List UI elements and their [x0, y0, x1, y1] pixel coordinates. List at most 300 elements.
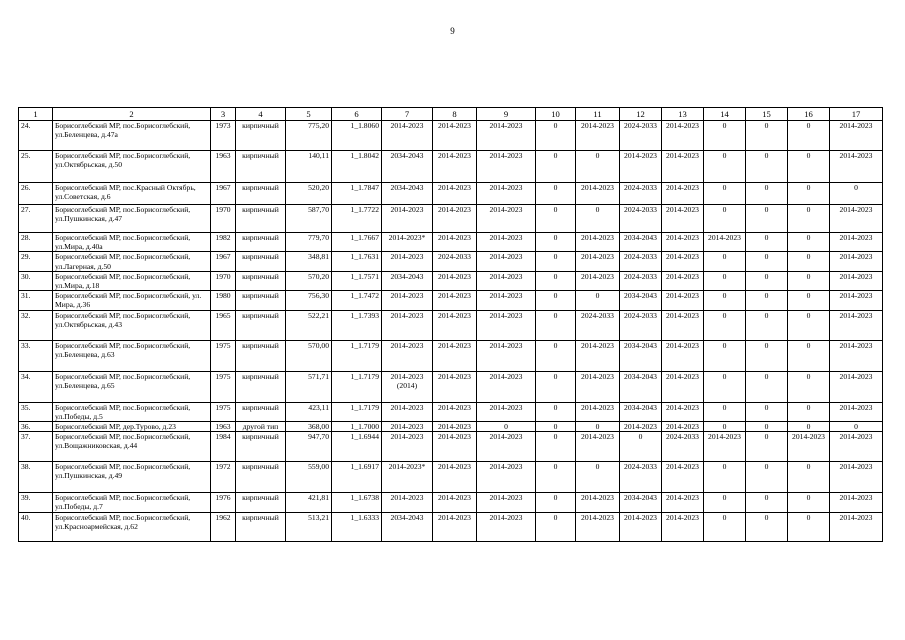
table-row	[19, 310, 883, 340]
table-cell-col-5: 368,00	[286, 422, 332, 432]
table-cell-col-10: 0	[536, 422, 576, 432]
table-cell-col-13: 2014-2023	[662, 151, 704, 183]
table-cell-col-10: 0	[536, 512, 576, 541]
table-cell-col-4: кирпичный	[236, 121, 286, 151]
table-cell-col-8: 2014-2023	[433, 512, 477, 541]
table-cell-col-6: 1_1.7179	[332, 340, 382, 371]
table-cell-col-12: 2014-2023	[620, 422, 662, 432]
table-cell-col-3: 1972	[211, 462, 236, 493]
table-cell-col-17: 2014-2023	[830, 462, 883, 493]
table-cell-col-7: 2014-2023*	[382, 462, 433, 493]
table-cell-col-17: 0	[830, 183, 883, 205]
table-cell-col-16: 2014-2023	[788, 432, 830, 462]
table-cell-col-1: 29.	[19, 252, 53, 271]
column-header-12: 12	[620, 108, 662, 121]
table-cell-col-1: 34.	[19, 371, 53, 402]
table-cell-col-7: 2014-2023*	[382, 233, 433, 252]
table-cell-col-2: Борисоглебский МР, пос.Борисоглебский, ул.Пушкинская, д.47	[53, 205, 211, 233]
table-cell-col-5: 520,20	[286, 183, 332, 205]
table-cell-col-11: 2014-2023	[576, 493, 620, 512]
table-cell-col-17: 2014-2023	[830, 151, 883, 183]
table-row	[19, 291, 883, 310]
table-cell-col-17: 2014-2023	[830, 310, 883, 340]
table-cell-col-8: 2014-2023	[433, 310, 477, 340]
table-cell-col-13: 2014-2023	[662, 271, 704, 290]
table-cell-col-6: 1_1.7000	[332, 422, 382, 432]
table-cell-col-13: 2014-2023	[662, 183, 704, 205]
table-cell-col-12: 2034-2043	[620, 371, 662, 402]
table-cell-col-10: 0	[536, 205, 576, 233]
table-cell-col-5: 571,71	[286, 371, 332, 402]
table-cell-col-4: кирпичный	[236, 432, 286, 462]
table-cell-col-9: 2014-2023	[477, 371, 536, 402]
table-row	[19, 233, 883, 252]
table-cell-col-10: 0	[536, 271, 576, 290]
table-cell-col-15: 0	[746, 512, 788, 541]
table-cell-col-11: 2014-2023	[576, 271, 620, 290]
table-cell-col-11: 2014-2023	[576, 340, 620, 371]
table-cell-col-1: 27.	[19, 205, 53, 233]
table-cell-col-9: 2014-2023	[477, 493, 536, 512]
table-cell-col-8: 2024-2033	[433, 252, 477, 271]
table-cell-col-15: 0	[746, 183, 788, 205]
column-header-4: 4	[236, 108, 286, 121]
table-cell-col-2: Борисоглебский МР, пос.Борисоглебский, ул.Беленцева, д.63	[53, 340, 211, 371]
table-cell-col-9: 2014-2023	[477, 291, 536, 310]
table-cell-col-4: кирпичный	[236, 310, 286, 340]
table-cell-col-11: 2014-2023	[576, 233, 620, 252]
table-cell-col-10: 0	[536, 151, 576, 183]
table-cell-col-1: 24.	[19, 121, 53, 151]
table-cell-col-15: 0	[746, 493, 788, 512]
table-cell-col-17: 2014-2023	[830, 291, 883, 310]
table-row	[19, 271, 883, 290]
table-cell-col-2: Борисоглебский МР, пос.Борисоглебский, ул.Мира, д.18	[53, 271, 211, 290]
table-cell-col-12: 2024-2033	[620, 121, 662, 151]
table-cell-col-2: Борисоглебский МР, дер.Турово, д.23	[53, 422, 211, 432]
table-cell-col-6: 1_1.7847	[332, 183, 382, 205]
table-cell-col-14: 0	[704, 371, 746, 402]
table-cell-col-12: 2024-2033	[620, 252, 662, 271]
table-cell-col-4: кирпичный	[236, 402, 286, 421]
table-cell-col-5: 587,70	[286, 205, 332, 233]
table-cell-col-9: 2014-2023	[477, 205, 536, 233]
table-cell-col-9: 2014-2023	[477, 462, 536, 493]
column-header-2: 2	[53, 108, 211, 121]
table-cell-col-9: 2014-2023	[477, 121, 536, 151]
table-body	[19, 121, 883, 542]
table-cell-col-4: кирпичный	[236, 183, 286, 205]
table-cell-col-16: 0	[788, 233, 830, 252]
table-cell-col-2: Борисоглебский МР, пос.Борисоглебский, ул.Лагерная, д.50	[53, 252, 211, 271]
table-cell-col-17: 2014-2023	[830, 252, 883, 271]
table-cell-col-8: 2014-2023	[433, 183, 477, 205]
table-cell-col-3: 1975	[211, 340, 236, 371]
table-cell-col-7: 2014-2023	[382, 121, 433, 151]
table-cell-col-8: 2014-2023	[433, 371, 477, 402]
table-cell-col-11: 0	[576, 291, 620, 310]
column-header-7: 7	[382, 108, 433, 121]
table-cell-col-7: 2014-2023	[382, 205, 433, 233]
table-cell-col-16: 0	[788, 151, 830, 183]
table-cell-col-2: Борисоглебский МР, пос.Красный Октябрь, ул.Советская, д.6	[53, 183, 211, 205]
table-cell-col-10: 0	[536, 310, 576, 340]
table-cell-col-5: 421,81	[286, 493, 332, 512]
table-cell-col-14: 0	[704, 493, 746, 512]
table-cell-col-1: 28.	[19, 233, 53, 252]
table-cell-col-8: 2014-2023	[433, 340, 477, 371]
table-cell-col-1: 37.	[19, 432, 53, 462]
table-row	[19, 462, 883, 493]
table-cell-col-5: 775,20	[286, 121, 332, 151]
table-cell-col-17: 2014-2023	[830, 121, 883, 151]
table-cell-col-3: 1970	[211, 205, 236, 233]
table-cell-col-6: 1_1.6944	[332, 432, 382, 462]
table-cell-col-16: 0	[788, 371, 830, 402]
table-cell-col-12: 2024-2033	[620, 183, 662, 205]
table-cell-col-1: 39.	[19, 493, 53, 512]
table-cell-col-10: 0	[536, 233, 576, 252]
table-cell-col-5: 140,11	[286, 151, 332, 183]
table-cell-col-11: 0	[576, 151, 620, 183]
table-cell-col-13: 2014-2023	[662, 340, 704, 371]
column-number-row	[19, 108, 883, 121]
table-row	[19, 512, 883, 541]
table-cell-col-14: 0	[704, 402, 746, 421]
table-cell-col-14: 0	[704, 512, 746, 541]
table-cell-col-16: 0	[788, 310, 830, 340]
table-cell-col-6: 1_1.6917	[332, 462, 382, 493]
table-cell-col-13: 2014-2023	[662, 205, 704, 233]
table-cell-col-8: 2014-2023	[433, 432, 477, 462]
table-cell-col-2: Борисоглебский МР, пос.Борисоглебский, ул.Победы, д.7	[53, 493, 211, 512]
table-cell-col-11: 2014-2023	[576, 252, 620, 271]
table-cell-col-6: 1_1.7179	[332, 402, 382, 421]
table-cell-col-17: 0	[830, 422, 883, 432]
table-cell-col-16: 0	[788, 422, 830, 432]
table-cell-col-9: 0	[477, 422, 536, 432]
table-cell-col-9: 2014-2023	[477, 402, 536, 421]
table-cell-col-7: 2014-2023	[382, 340, 433, 371]
table-cell-col-1: 33.	[19, 340, 53, 371]
table-cell-col-2: Борисоглебский МР, пос.Борисоглебский, ул.Победы, д.5	[53, 402, 211, 421]
column-header-8: 8	[433, 108, 477, 121]
column-header-16: 16	[788, 108, 830, 121]
table-cell-col-3: 1976	[211, 493, 236, 512]
table-cell-col-14: 0	[704, 422, 746, 432]
column-header-13: 13	[662, 108, 704, 121]
table-cell-col-16: 0	[788, 402, 830, 421]
table-cell-col-5: 947,70	[286, 432, 332, 462]
table-cell-col-13: 2024-2033	[662, 432, 704, 462]
table-cell-col-16: 0	[788, 462, 830, 493]
table-row	[19, 422, 883, 432]
table-cell-col-6: 1_1.7722	[332, 205, 382, 233]
table-cell-col-12: 2024-2033	[620, 271, 662, 290]
table-cell-col-11: 0	[576, 422, 620, 432]
table-cell-col-7: 2014-2023 (2014)	[382, 371, 433, 402]
table-cell-col-15: 0	[746, 432, 788, 462]
table-cell-col-1: 31.	[19, 291, 53, 310]
table-cell-col-7: 2014-2023	[382, 291, 433, 310]
table-cell-col-13: 2014-2023	[662, 252, 704, 271]
table-cell-col-10: 0	[536, 121, 576, 151]
column-header-1: 1	[19, 108, 53, 121]
table-cell-col-1: 25.	[19, 151, 53, 183]
table-cell-col-6: 1_1.7571	[332, 271, 382, 290]
table-cell-col-3: 1962	[211, 512, 236, 541]
table-cell-col-2: Борисоглебский МР, пос.Борисоглебский, ул.Красноармейская, д.62	[53, 512, 211, 541]
table-cell-col-12: 2034-2043	[620, 402, 662, 421]
table-cell-col-5: 570,00	[286, 340, 332, 371]
table-cell-col-2: Борисоглебский МР, пос.Борисоглебский, ул.Вощажниковская, д.44	[53, 432, 211, 462]
table-cell-col-7: 2014-2023	[382, 493, 433, 512]
table-cell-col-14: 0	[704, 310, 746, 340]
table-cell-col-2: Борисоглебский МР, пос.Борисоглебский, ул.Беленцева, д.47а	[53, 121, 211, 151]
table-cell-col-10: 0	[536, 493, 576, 512]
table-cell-col-5: 348,81	[286, 252, 332, 271]
table-cell-col-17: 2014-2023	[830, 402, 883, 421]
table-cell-col-15: 0	[746, 121, 788, 151]
table-cell-col-15: 0	[746, 340, 788, 371]
table-cell-col-4: кирпичный	[236, 512, 286, 541]
table-cell-col-10: 0	[536, 462, 576, 493]
table-row	[19, 340, 883, 371]
table-cell-col-3: 1967	[211, 252, 236, 271]
table-cell-col-3: 1982	[211, 233, 236, 252]
table-cell-col-11: 2014-2023	[576, 371, 620, 402]
table-cell-col-2: Борисоглебский МР, пос.Борисоглебский, ул.Беленцева, д.65	[53, 371, 211, 402]
table-cell-col-12: 2014-2023	[620, 512, 662, 541]
table-cell-col-16: 0	[788, 271, 830, 290]
page-number: 9	[450, 26, 455, 36]
housing-register-table	[18, 107, 883, 542]
table-cell-col-8: 2014-2023	[433, 291, 477, 310]
table-cell-col-13: 2014-2023	[662, 310, 704, 340]
table-cell-col-12: 2024-2033	[620, 462, 662, 493]
table-cell-col-16: 0	[788, 252, 830, 271]
table-cell-col-13: 2014-2023	[662, 402, 704, 421]
table-cell-col-2: Борисоглебский МР, пос.Борисоглебский, ул. Мира, д.36	[53, 291, 211, 310]
table-cell-col-14: 0	[704, 205, 746, 233]
table-row	[19, 371, 883, 402]
table-cell-col-3: 1967	[211, 183, 236, 205]
table-cell-col-1: 32.	[19, 310, 53, 340]
table-cell-col-11: 2014-2023	[576, 121, 620, 151]
table-cell-col-12: 2034-2043	[620, 493, 662, 512]
table-cell-col-10: 0	[536, 402, 576, 421]
column-header-14: 14	[704, 108, 746, 121]
table-cell-col-6: 1_1.7179	[332, 371, 382, 402]
table-cell-col-15: 0	[746, 371, 788, 402]
table-cell-col-8: 2014-2023	[433, 493, 477, 512]
table-cell-col-1: 38.	[19, 462, 53, 493]
table-cell-col-14: 2014-2023	[704, 432, 746, 462]
table-cell-col-2: Борисоглебский МР, пос.Борисоглебский, ул.Пушкинская, д.49	[53, 462, 211, 493]
table-cell-col-4: кирпичный	[236, 252, 286, 271]
table-cell-col-15: 0	[746, 205, 788, 233]
table-cell-col-5: 513,21	[286, 512, 332, 541]
table-cell-col-5: 756,30	[286, 291, 332, 310]
table-cell-col-11: 0	[576, 205, 620, 233]
table-cell-col-1: 40.	[19, 512, 53, 541]
table-cell-col-3: 1980	[211, 291, 236, 310]
table-cell-col-8: 2014-2023	[433, 462, 477, 493]
table-row	[19, 183, 883, 205]
table-cell-col-15: 0	[746, 252, 788, 271]
table-row	[19, 402, 883, 421]
table-cell-col-7: 2014-2023	[382, 310, 433, 340]
table-cell-col-10: 0	[536, 252, 576, 271]
column-header-15: 15	[746, 108, 788, 121]
table-cell-col-9: 2014-2023	[477, 432, 536, 462]
table-cell-col-15: 0	[746, 462, 788, 493]
table-cell-col-4: кирпичный	[236, 205, 286, 233]
table-cell-col-12: 2034-2043	[620, 233, 662, 252]
table-cell-col-4: кирпичный	[236, 233, 286, 252]
table-cell-col-14: 0	[704, 252, 746, 271]
table-cell-col-3: 1973	[211, 121, 236, 151]
table-cell-col-2: Борисоглебский МР, пос.Борисоглебский, ул.Октябрьская, д.50	[53, 151, 211, 183]
table-cell-col-4: кирпичный	[236, 151, 286, 183]
table-cell-col-13: 2014-2023	[662, 462, 704, 493]
column-header-9: 9	[477, 108, 536, 121]
table-cell-col-12: 0	[620, 432, 662, 462]
table-cell-col-8: 2014-2023	[433, 271, 477, 290]
table-row	[19, 121, 883, 151]
table-cell-col-9: 2014-2023	[477, 340, 536, 371]
table-cell-col-1: 35.	[19, 402, 53, 421]
table-cell-col-10: 0	[536, 371, 576, 402]
column-header-3: 3	[211, 108, 236, 121]
table-cell-col-3: 1975	[211, 371, 236, 402]
table-cell-col-11: 2014-2023	[576, 432, 620, 462]
table-cell-col-8: 2014-2023	[433, 233, 477, 252]
table-cell-col-6: 1_1.8042	[332, 151, 382, 183]
table-cell-col-4: кирпичный	[236, 493, 286, 512]
table-cell-col-6: 1_1.7472	[332, 291, 382, 310]
table-cell-col-17: 2014-2023	[830, 233, 883, 252]
table-cell-col-5: 522,21	[286, 310, 332, 340]
table-cell-col-7: 2034-2043	[382, 151, 433, 183]
table-cell-col-10: 0	[536, 340, 576, 371]
table-cell-col-7: 2034-2043	[382, 512, 433, 541]
table-cell-col-3: 1963	[211, 151, 236, 183]
table-cell-col-15: 0	[746, 271, 788, 290]
table-cell-col-3: 1975	[211, 402, 236, 421]
table-cell-col-6: 1_1.6738	[332, 493, 382, 512]
table-cell-col-5: 423,11	[286, 402, 332, 421]
table-cell-col-3: 1965	[211, 310, 236, 340]
table-cell-col-16: 0	[788, 340, 830, 371]
table-cell-col-17: 2014-2023	[830, 271, 883, 290]
table-cell-col-7: 2034-2043	[382, 271, 433, 290]
table-cell-col-8: 2014-2023	[433, 402, 477, 421]
table-cell-col-12: 2014-2023	[620, 151, 662, 183]
table-row	[19, 432, 883, 462]
table-cell-col-14: 0	[704, 291, 746, 310]
column-header-11: 11	[576, 108, 620, 121]
table-cell-col-16: 0	[788, 291, 830, 310]
table-cell-col-14: 0	[704, 340, 746, 371]
table-cell-col-2: Борисоглебский МР, пос.Борисоглебский, ул.Октябрьская, д.43	[53, 310, 211, 340]
table-cell-col-17: 2014-2023	[830, 432, 883, 462]
table-cell-col-12: 2034-2043	[620, 291, 662, 310]
table-cell-col-5: 779,70	[286, 233, 332, 252]
table-cell-col-13: 2014-2023	[662, 512, 704, 541]
column-header-17: 17	[830, 108, 883, 121]
table-cell-col-13: 2014-2023	[662, 493, 704, 512]
table-cell-col-6: 1_1.8060	[332, 121, 382, 151]
table-cell-col-16: 0	[788, 493, 830, 512]
table-cell-col-8: 2014-2023	[433, 151, 477, 183]
table-row	[19, 205, 883, 233]
table-cell-col-15: 0	[746, 233, 788, 252]
table-cell-col-9: 2014-2023	[477, 233, 536, 252]
table-cell-col-14: 0	[704, 183, 746, 205]
table-cell-col-11: 0	[576, 462, 620, 493]
table-cell-col-6: 1_1.6333	[332, 512, 382, 541]
table-cell-col-13: 2014-2023	[662, 371, 704, 402]
table-cell-col-14: 0	[704, 151, 746, 183]
table-cell-col-15: 0	[746, 422, 788, 432]
table-cell-col-17: 2014-2023	[830, 371, 883, 402]
table-cell-col-14: 0	[704, 271, 746, 290]
table-cell-col-12: 2024-2033	[620, 205, 662, 233]
table-row	[19, 151, 883, 183]
table-cell-col-13: 2014-2023	[662, 121, 704, 151]
table-cell-col-15: 0	[746, 291, 788, 310]
column-header-6: 6	[332, 108, 382, 121]
table-cell-col-8: 2014-2023	[433, 121, 477, 151]
table-cell-col-13: 2014-2023	[662, 291, 704, 310]
column-header-5: 5	[286, 108, 332, 121]
table-cell-col-7: 2034-2043	[382, 183, 433, 205]
table-cell-col-14: 2014-2023	[704, 233, 746, 252]
table-row	[19, 252, 883, 271]
table-cell-col-4: кирпичный	[236, 340, 286, 371]
table-cell-col-9: 2014-2023	[477, 252, 536, 271]
table-cell-col-8: 2014-2023	[433, 422, 477, 432]
table-cell-col-15: 0	[746, 310, 788, 340]
table-cell-col-10: 0	[536, 183, 576, 205]
table-cell-col-16: 0	[788, 121, 830, 151]
table-cell-col-2: Борисоглебский МР, пос.Борисоглебский, ул.Мира, д.40а	[53, 233, 211, 252]
table-cell-col-16: 0	[788, 205, 830, 233]
table-cell-col-17: 2014-2023	[830, 340, 883, 371]
table-cell-col-6: 1_1.7667	[332, 233, 382, 252]
table-cell-col-15: 0	[746, 402, 788, 421]
table-cell-col-17: 2014-2023	[830, 205, 883, 233]
table-cell-col-7: 2014-2023	[382, 432, 433, 462]
column-header-10: 10	[536, 108, 576, 121]
table-cell-col-12: 2024-2033	[620, 310, 662, 340]
table-cell-col-6: 1_1.7631	[332, 252, 382, 271]
table-cell-col-7: 2014-2023	[382, 252, 433, 271]
table-cell-col-9: 2014-2023	[477, 512, 536, 541]
table-cell-col-9: 2014-2023	[477, 310, 536, 340]
table-cell-col-10: 0	[536, 432, 576, 462]
table-row	[19, 493, 883, 512]
table-cell-col-14: 0	[704, 462, 746, 493]
table-cell-col-4: кирпичный	[236, 271, 286, 290]
table-cell-col-17: 2014-2023	[830, 512, 883, 541]
table-cell-col-12: 2034-2043	[620, 340, 662, 371]
table-cell-col-13: 2014-2023	[662, 422, 704, 432]
table-cell-col-14: 0	[704, 121, 746, 151]
table-cell-col-8: 2014-2023	[433, 205, 477, 233]
table-cell-col-11: 2014-2023	[576, 512, 620, 541]
